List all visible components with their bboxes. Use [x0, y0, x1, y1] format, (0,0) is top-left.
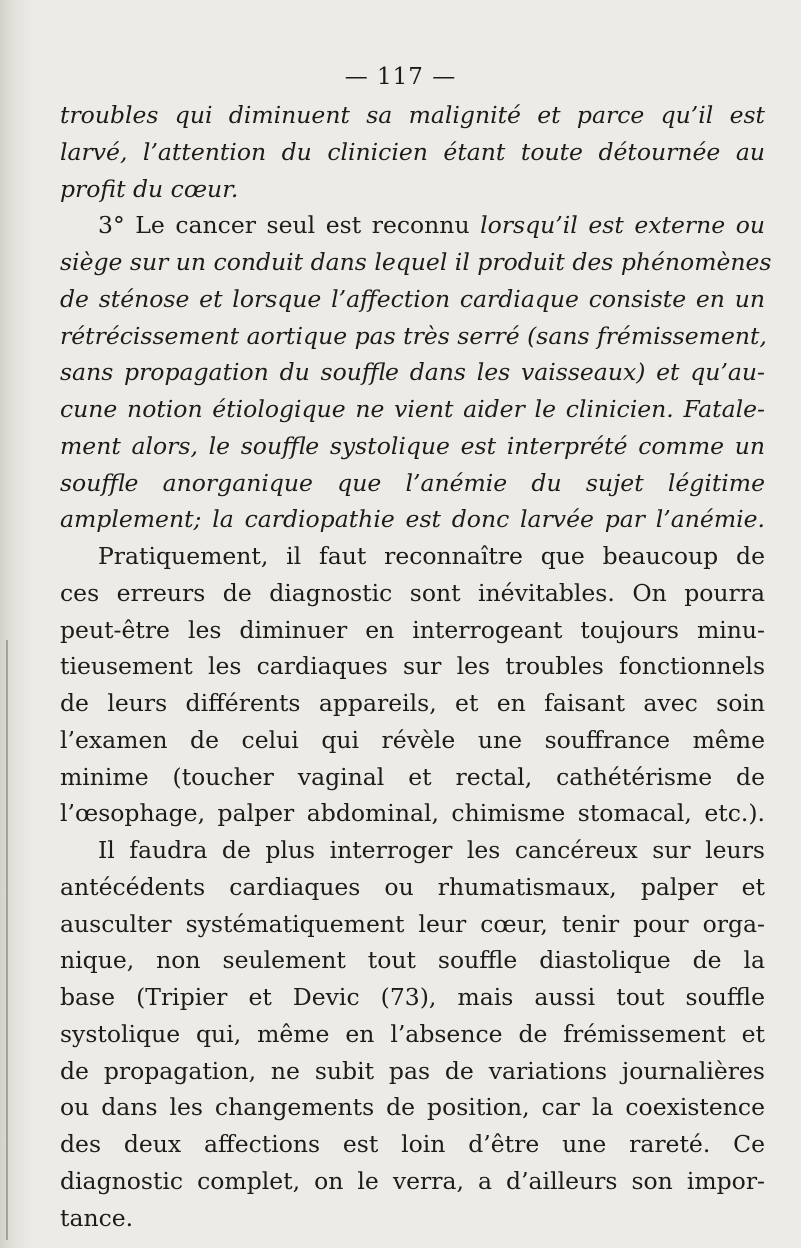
page-number: — 117 —	[344, 64, 457, 90]
text-line: troubles qui diminuent sa malignité et parce qu’il est	[60, 101, 765, 129]
text-line: siège sur un conduit dans lequel il produit des phénomènes	[60, 248, 772, 276]
text-line: amplement; la cardiopathie est donc larvée par l’anémie.	[60, 505, 765, 534]
text-line: minime (toucher vaginal et rectal, cathétérisme de	[60, 762, 765, 791]
text-line: tance.	[60, 1203, 134, 1232]
text-line: diagnostic complet, on le verra, a d’ailleurs son impor-	[60, 1166, 765, 1195]
text-line: cune notion étiologique ne vient aider le clinicien. Fatale-	[60, 395, 765, 423]
text-line: ausculter systématiquement leur cœur, tenir pour orga-	[60, 909, 765, 938]
line-roman-segment: 3° Le cancer seul est reconnu	[98, 211, 481, 240]
text-line: profit du cœur.	[60, 174, 239, 203]
text-line: Il faudra de plus interroger les cancéreux sur leurs	[98, 836, 765, 864]
line-italic-segment: lorsqu’il est externe ou	[480, 211, 765, 240]
text-line: antécédents cardiaques ou rhumatismaux, palper et	[60, 872, 765, 901]
text-line	[60, 207, 765, 244]
body-text	[60, 97, 772, 1236]
text-line: l’œsophage, palper abdominal, chimisme stomacal, etc.).	[60, 799, 765, 828]
text-line: l’examen de celui qui révèle une souffrance même	[60, 725, 765, 754]
text-line: larvé, l’attention du clinicien étant toute détournée au	[60, 137, 765, 166]
text-line: base (Tripier et Devic (73), mais aussi tout souffle	[60, 983, 765, 1011]
text-line: systolique qui, même en l’absence de frémissement et	[60, 1019, 765, 1048]
text-line: Pratiquement, il faut reconnaître que beaucoup de	[98, 542, 765, 570]
text-line: des deux affections est loin d’être une rareté. Ce	[60, 1130, 765, 1158]
text-line: de propagation, ne subit pas de variations journalières	[60, 1056, 765, 1085]
text-line: souffle anorganique que l’anémie du sujet légitime	[60, 468, 765, 497]
text-line: peut-être les diminuer en interrogeant toujours minu-	[60, 615, 765, 644]
text-line: sans propagation du souffle dans les vaisseaux) et qu’au-	[60, 358, 765, 387]
text-line: de sténose et lorsque l’affection cardiaque consiste en un	[60, 284, 765, 313]
text-line: de leurs différents appareils, et en faisant avec soin	[60, 689, 765, 717]
text-line: rétrécissement aortique pas très serré (sans frémissement,	[60, 321, 767, 350]
text-line: tieusement les cardiaques sur les troubles fonctionnels	[60, 652, 765, 681]
text-line: nique, non seulement tout souffle diastolique de la	[60, 946, 765, 975]
text-line: ces erreurs de diagnostic sont inévitables. On pourra	[60, 578, 765, 607]
text-line: ou dans les changements de position, car la coexistence	[60, 1093, 765, 1122]
text-line: ment alors, le souffle systolique est interprété comme un	[60, 431, 765, 460]
page-gutter-shadow	[6, 640, 8, 1240]
